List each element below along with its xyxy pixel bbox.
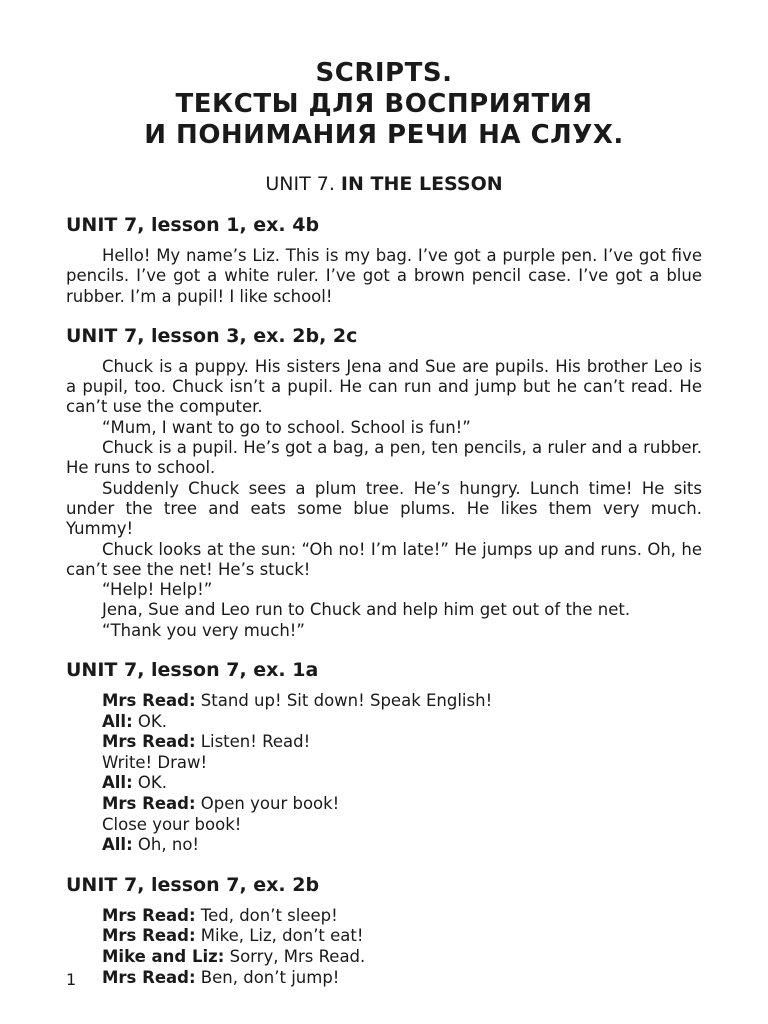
dialogue-line	[102, 712, 702, 733]
speaker: Mrs Read:	[102, 794, 196, 814]
title-line: И ПОНИМАНИЯ РЕЧИ НА СЛУХ.	[144, 120, 624, 150]
dialogue-line	[102, 926, 702, 947]
dialogue-line	[102, 906, 702, 927]
line-text: Sorry, Mrs Read.	[224, 946, 366, 966]
script-section	[66, 658, 702, 856]
speaker: Mrs Read:	[102, 967, 196, 987]
dialogue-line	[102, 947, 702, 968]
dialogue-line	[102, 968, 702, 989]
page-content	[66, 58, 702, 988]
section-title: UNIT 7, lesson 7, ex. 2b	[66, 873, 320, 896]
dialogue-line	[102, 835, 702, 856]
dialogue-line	[102, 773, 702, 794]
paragraph: Chuck is a pupil. He’s got a bag, a pen, ten pencils, a ruler and a rubber. He runs to school.	[66, 438, 702, 478]
dialogue-line	[102, 794, 702, 815]
section-title: UNIT 7, lesson 1, ex. 4b	[66, 214, 320, 236]
script-section	[66, 324, 702, 641]
line-text: Ben, don’t jump!	[195, 967, 340, 987]
unit-heading	[66, 172, 702, 196]
page-number: 1	[66, 970, 77, 989]
section-title: UNIT 7, lesson 3, ex. 2b, 2c	[66, 324, 358, 347]
speaker: Mrs Read:	[102, 732, 196, 752]
line-text: Write! Draw!	[102, 752, 208, 772]
page-title	[66, 58, 702, 151]
paragraph: Jena, Sue and Leo run to Chuck and help him get out of the net.	[102, 600, 631, 620]
dialogue	[66, 691, 702, 856]
speaker: Mrs Read:	[102, 691, 196, 711]
dialogue-line	[102, 815, 702, 836]
line-text: Mike, Liz, don’t eat!	[195, 926, 364, 946]
line-text: Ted, don’t sleep!	[195, 905, 338, 925]
speaker: Mrs Read:	[102, 926, 196, 946]
paragraph: Chuck looks at the sun: “Oh no! I’m late!” He jumps up and runs. Oh, he can’t see the net! He’s stuck!	[66, 539, 702, 579]
paragraph: Suddenly Chuck sees a plum tree. He’s hungry. Lunch time! He sits under the tree and eats some blue plums. He likes them very much. Yummy!	[66, 478, 702, 539]
speaker: All:	[102, 835, 133, 855]
unit-prefix: UNIT 7.	[265, 173, 335, 195]
speaker: Mike and Liz:	[102, 946, 225, 966]
speaker: All:	[102, 773, 133, 793]
line-text: OK.	[132, 711, 167, 731]
paragraph: “Help! Help!”	[102, 580, 213, 600]
script-section	[66, 873, 702, 988]
line-text: Open your book!	[195, 794, 340, 814]
line-text: Stand up! Sit down! Speak English!	[195, 691, 493, 711]
paragraph: “Mum, I want to go to school. School is fun!”	[102, 417, 471, 437]
line-text: Close your book!	[102, 814, 242, 834]
dialogue	[66, 906, 702, 988]
line-text: Listen! Read!	[195, 732, 311, 752]
speaker: All:	[102, 711, 133, 731]
title-line: ТЕКСТЫ ДЛЯ ВОСПРИЯТИЯ	[175, 89, 593, 119]
paragraph: Chuck is a puppy. His sisters Jena and Sue are pupils. His brother Leo is a pupil, too. Chuck isn’t a pupil. He can run and jump but he can’t read. He can’t use the computer.	[66, 356, 702, 417]
script-section	[66, 213, 702, 307]
title-line: SCRIPTS.	[315, 58, 453, 88]
dialogue-line	[102, 753, 702, 774]
line-text: Oh, no!	[132, 835, 200, 855]
dialogue-line	[102, 691, 702, 712]
paragraph: Hello! My name’s Liz. This is my bag. I’ve got a purple pen. I’ve got five pencils. I’ve got a white ruler. I’ve got a brown pencil case. I’ve got a blue rubber. I’m a pupil! I like school!	[66, 246, 702, 306]
speaker: Mrs Read:	[102, 905, 196, 925]
paragraph: “Thank you very much!”	[102, 620, 305, 640]
section-title: UNIT 7, lesson 7, ex. 1a	[66, 659, 319, 682]
line-text: OK.	[132, 773, 167, 793]
unit-name: IN THE LESSON	[340, 173, 503, 195]
dialogue-line	[102, 732, 702, 753]
